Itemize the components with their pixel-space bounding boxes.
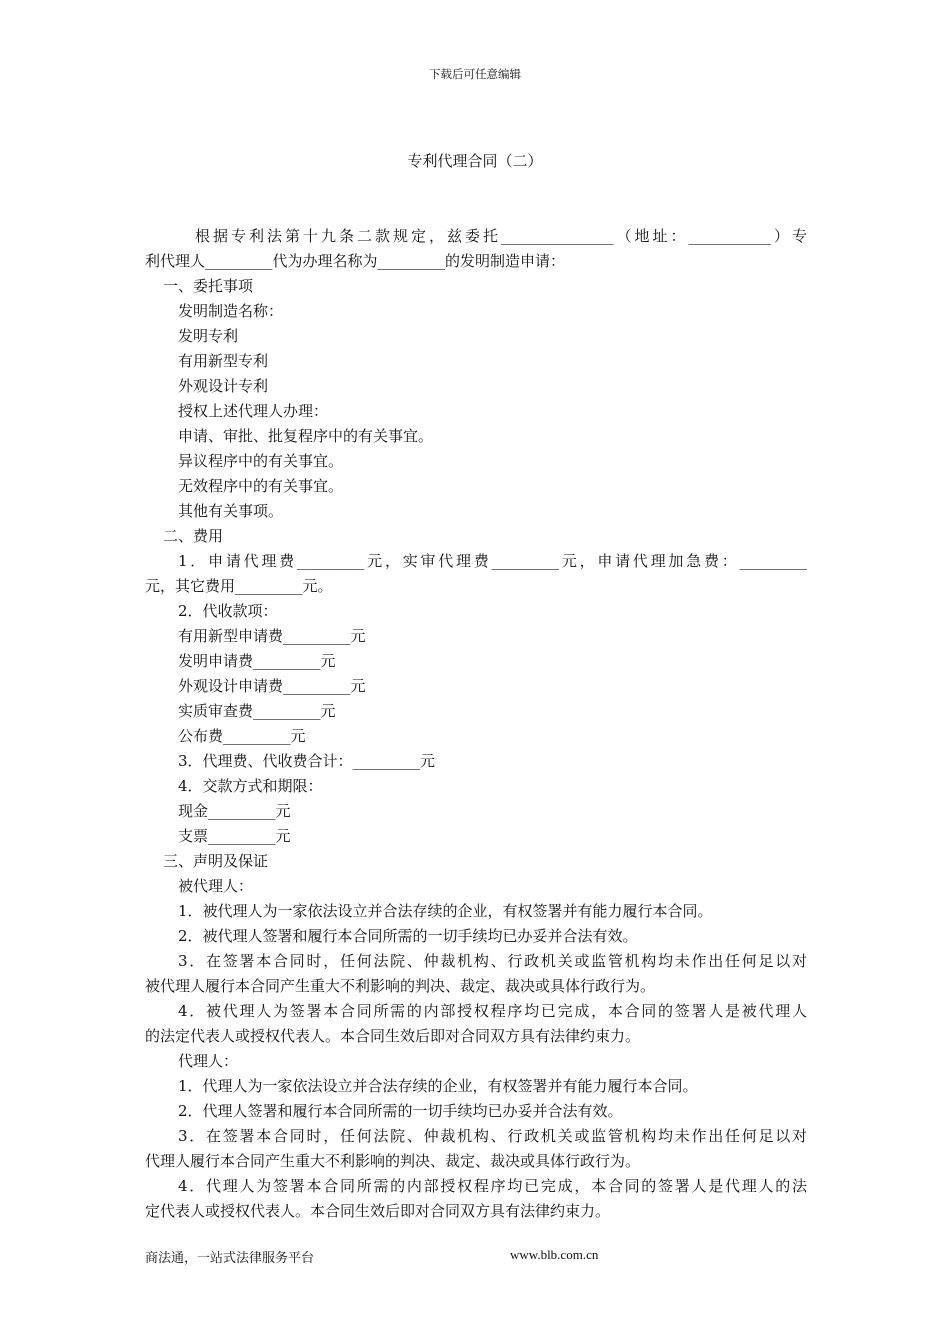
contract-line: 授权上述代理人办理： bbox=[178, 402, 329, 420]
document-title: 专利代理合同（二） bbox=[407, 152, 543, 170]
contract-line: 异议程序中的有关事宜。 bbox=[178, 452, 344, 470]
contract-line: 支票_________元 bbox=[178, 827, 291, 845]
contract-line: 1．被代理人为一家依法设立并合法存续的企业，有权签署并有能力履行本合同。 bbox=[178, 902, 713, 920]
contract-line: 发明申请费_________元 bbox=[178, 652, 336, 670]
contract-line: 被代理人： bbox=[178, 877, 254, 895]
contract-line: 有用新型申请费_________元 bbox=[178, 627, 366, 645]
contract-line: 3．在签署本合同时，任何法院、仲裁机构、行政机关或监管机构均未作出任何足以对 bbox=[178, 1127, 807, 1145]
contract-line: 外观设计申请费_________元 bbox=[178, 677, 366, 695]
contract-line: 实质审查费_________元 bbox=[178, 702, 336, 720]
contract-line: 申请、审批、批复程序中的有关事宜。 bbox=[178, 427, 434, 445]
page-header: 下载后可任意编辑 bbox=[429, 67, 521, 81]
contract-line: 3．代理费、代收费合计：_________元 bbox=[178, 752, 436, 770]
footer-platform-name: 商法通，一站式法律服务平台 bbox=[145, 1251, 315, 1266]
contract-line: 代理人： bbox=[178, 1052, 239, 1070]
contract-line: 1．代理人为一家依法设立并合法存续的企业，有权签署并有能力履行本合同。 bbox=[178, 1077, 698, 1095]
contract-line: 其他有关事项。 bbox=[178, 502, 284, 520]
contract-line: 的法定代表人或授权代表人。本合同生效后即对合同双方具有法律约束力。 bbox=[145, 1027, 641, 1045]
contract-line: 发明制造名称： bbox=[178, 302, 284, 320]
contract-line: 元，其它费用_________元。 bbox=[145, 577, 333, 595]
contract-line: 无效程序中的有关事宜。 bbox=[178, 477, 344, 495]
contract-line: 4．代理人为签署本合同所需的内部授权程序均已完成，本合同的签署人是代理人的法 bbox=[178, 1177, 807, 1195]
footer-website: www.blb.com.cn bbox=[510, 1247, 599, 1262]
contract-line: 三、声明及保证 bbox=[163, 852, 269, 870]
contract-line: 外观设计专利 bbox=[178, 377, 269, 395]
contract-line: 2．代收款项： bbox=[178, 602, 278, 620]
contract-line: 4．交款方式和期限： bbox=[178, 777, 323, 795]
contract-line: 发明专利 bbox=[178, 327, 239, 345]
contract-line: 2．代理人签署和履行本合同所需的一切手续均已办妥并合法有效。 bbox=[178, 1102, 623, 1120]
contract-line: 代理人履行本合同产生重大不利影响的判决、裁定、裁决或具体行政行为。 bbox=[145, 1152, 641, 1170]
contract-line: 根据专利法第十九条二款规定，兹委托_______________（地址：___________）专 bbox=[195, 227, 807, 245]
contract-line: 2．被代理人签署和履行本合同所需的一切手续均已办妥并合法有效。 bbox=[178, 927, 638, 945]
contract-line: 现金_________元 bbox=[178, 802, 291, 820]
contract-line: 被代理人履行本合同产生重大不利影响的判决、裁定、裁决或具体行政行为。 bbox=[145, 977, 656, 995]
contract-line: 二、费用 bbox=[163, 527, 224, 545]
contract-line: 定代表人或授权代表人。本合同生效后即对合同双方具有法律约束力。 bbox=[145, 1202, 611, 1220]
contract-line: 有用新型专利 bbox=[178, 352, 269, 370]
contract-body bbox=[145, 224, 807, 1224]
contract-line: 一、委托事项 bbox=[163, 277, 254, 295]
contract-line: 3．在签署本合同时，任何法院、仲裁机构、行政机关或监管机构均未作出任何足以对 bbox=[178, 952, 807, 970]
contract-line: 公布费_________元 bbox=[178, 727, 306, 745]
contract-line: 利代理人_________代为办理名称为_________的发明制造申请： bbox=[145, 252, 566, 270]
contract-line: 1．申请代理费_________元，实审代理费_________元，申请代理加急费：_________ bbox=[178, 552, 807, 570]
contract-line: 4．被代理人为签署本合同所需的内部授权程序均已完成，本合同的签署人是被代理人 bbox=[178, 1002, 807, 1020]
